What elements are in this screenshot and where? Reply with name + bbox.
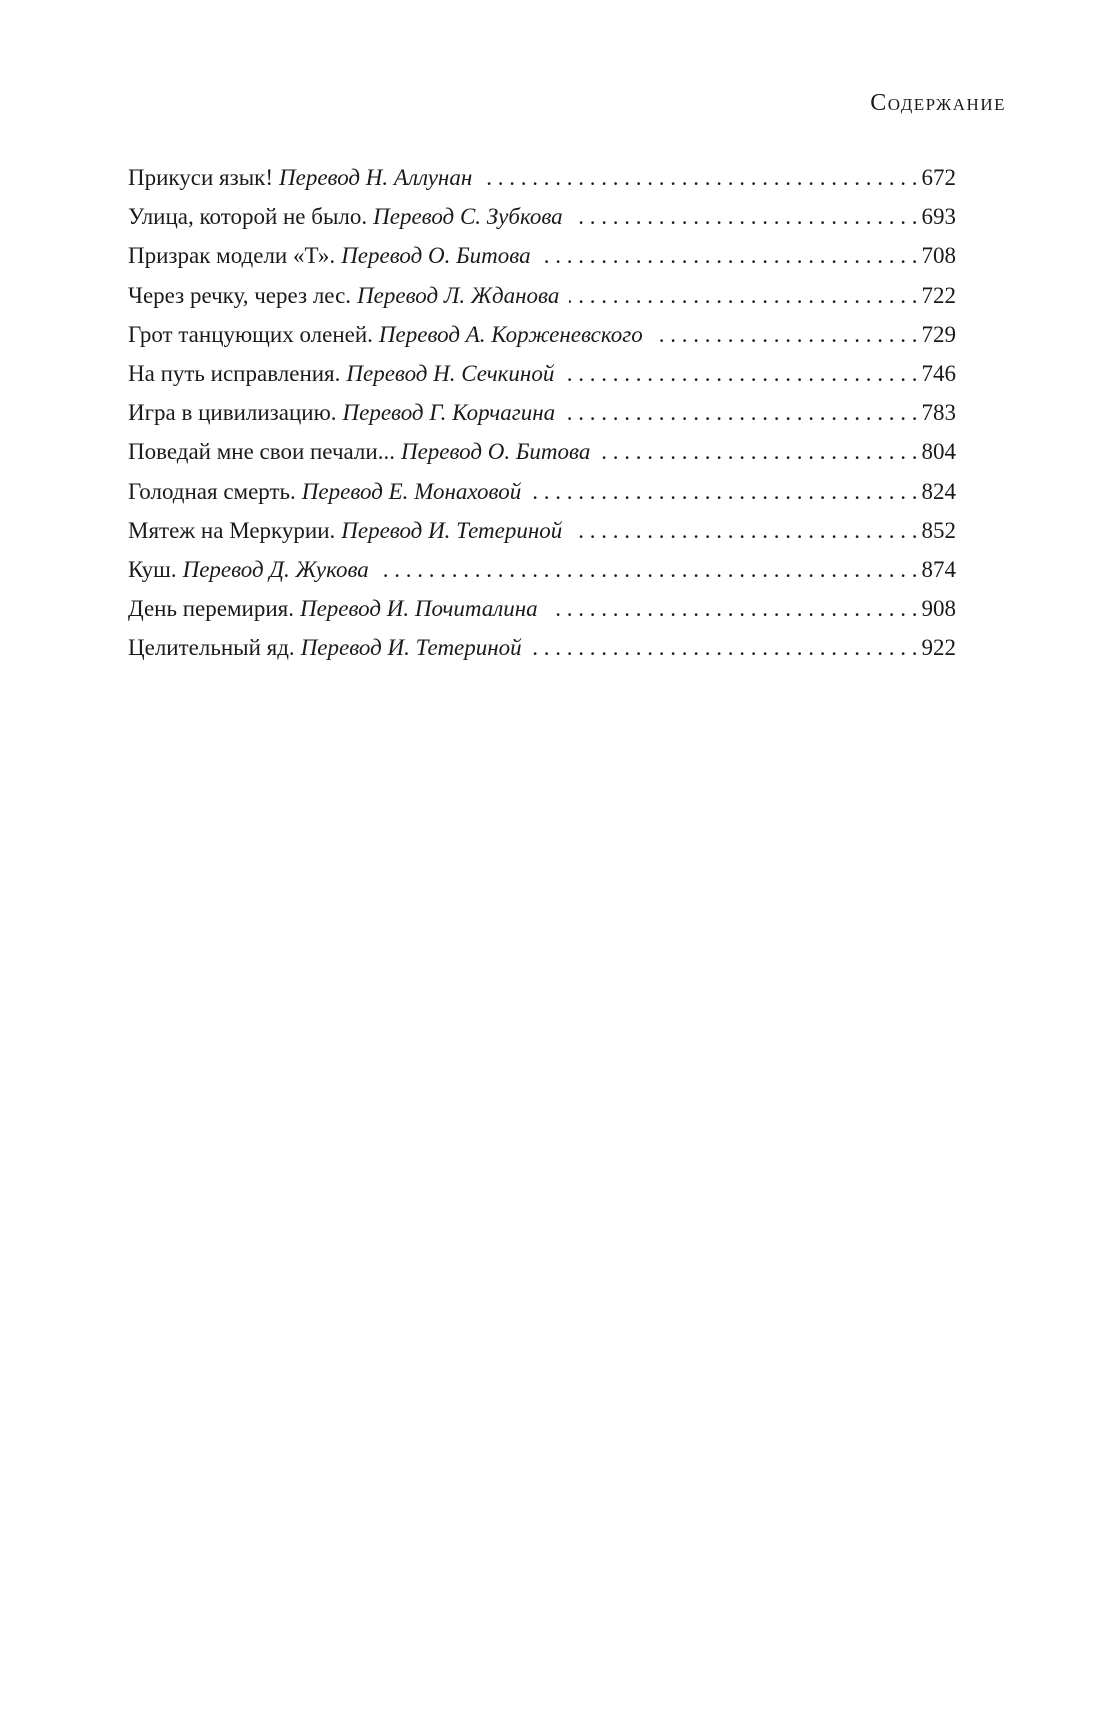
entry-page-number: 722: [921, 282, 956, 308]
entry-translator: Перевод Е. Монаховой: [301, 478, 522, 504]
entry-translator: Перевод И. Почиталина: [299, 596, 538, 622]
running-head: Содержание: [870, 90, 1006, 116]
dot-leader: [564, 354, 917, 393]
entry-page-number: 729: [921, 321, 956, 347]
table-of-contents: [128, 158, 956, 667]
dot-leader: [379, 550, 918, 589]
toc-entry[interactable]: [128, 432, 956, 471]
entry-title: Куш.: [128, 556, 177, 582]
dot-leader: [573, 197, 918, 236]
entry-translator: Перевод И. Тетериной: [341, 517, 563, 543]
entry-title: На путь исправления.: [128, 360, 341, 386]
toc-entry[interactable]: [128, 236, 956, 275]
entry-title: День перемирия.: [128, 596, 294, 622]
entry-title: Игра в цивилизацию.: [128, 400, 337, 426]
entry-translator: Перевод Д. Жукова: [182, 556, 369, 582]
dot-leader: [532, 628, 918, 667]
entry-translator: Перевод О. Битова: [400, 439, 591, 465]
entry-title: Через речку, через лес.: [128, 282, 352, 308]
toc-entry[interactable]: [128, 472, 956, 511]
dot-leader: [548, 589, 918, 628]
entry-title: Призрак модели «Т».: [128, 243, 336, 269]
entry-translator: Перевод Г. Корчагина: [342, 400, 556, 426]
entry-translator: Перевод Н. Сечкиной: [346, 360, 555, 386]
entry-title: Грот танцующих оленей.: [128, 321, 373, 347]
toc-entry[interactable]: [128, 354, 956, 393]
toc-entry[interactable]: [128, 511, 956, 550]
entry-translator: Перевод А. Корженевского: [378, 321, 643, 347]
toc-entry[interactable]: [128, 276, 956, 315]
toc-entry[interactable]: [128, 628, 956, 667]
toc-entry[interactable]: [128, 315, 956, 354]
entry-page-number: 672: [921, 165, 956, 190]
entry-title: Целительный яд.: [128, 635, 295, 661]
dot-leader: [653, 315, 918, 354]
entry-translator: Перевод Н. Аллунан: [279, 165, 473, 190]
entry-page-number: 804: [921, 439, 956, 465]
entry-page-number: 824: [921, 478, 956, 504]
dot-leader: [572, 511, 917, 550]
dot-leader: [541, 236, 918, 275]
entry-translator: Перевод И. Тетериной: [300, 635, 522, 661]
entry-page-number: 852: [921, 517, 956, 543]
entry-page-number: 746: [921, 360, 956, 386]
entry-page-number: 874: [921, 556, 956, 582]
toc-entry[interactable]: [128, 158, 956, 197]
entry-translator: Перевод Л. Жданова: [357, 282, 560, 308]
entry-page-number: 693: [921, 204, 956, 230]
entry-title: Поведай мне свои печали...: [128, 439, 395, 465]
entry-translator: Перевод С. Зубкова: [373, 204, 563, 230]
dot-leader: [569, 276, 917, 315]
entry-title: Прикуси язык!: [128, 165, 273, 190]
entry-title: Голодная смерть.: [128, 478, 296, 504]
dot-leader: [482, 158, 917, 197]
entry-title: Улица, которой не было.: [128, 204, 368, 230]
entry-page-number: 908: [921, 596, 956, 622]
entry-title: Мятеж на Меркурии.: [128, 517, 336, 543]
toc-entry[interactable]: [128, 550, 956, 589]
entry-page-number: 922: [921, 635, 956, 661]
entry-page-number: 783: [921, 400, 956, 426]
dot-leader: [565, 393, 917, 432]
entry-page-number: 708: [921, 243, 956, 269]
toc-entry[interactable]: [128, 393, 956, 432]
dot-leader: [600, 432, 917, 471]
toc-entry[interactable]: [128, 197, 956, 236]
entry-translator: Перевод О. Битова: [341, 243, 531, 269]
dot-leader: [531, 472, 917, 511]
toc-entry[interactable]: [128, 589, 956, 628]
